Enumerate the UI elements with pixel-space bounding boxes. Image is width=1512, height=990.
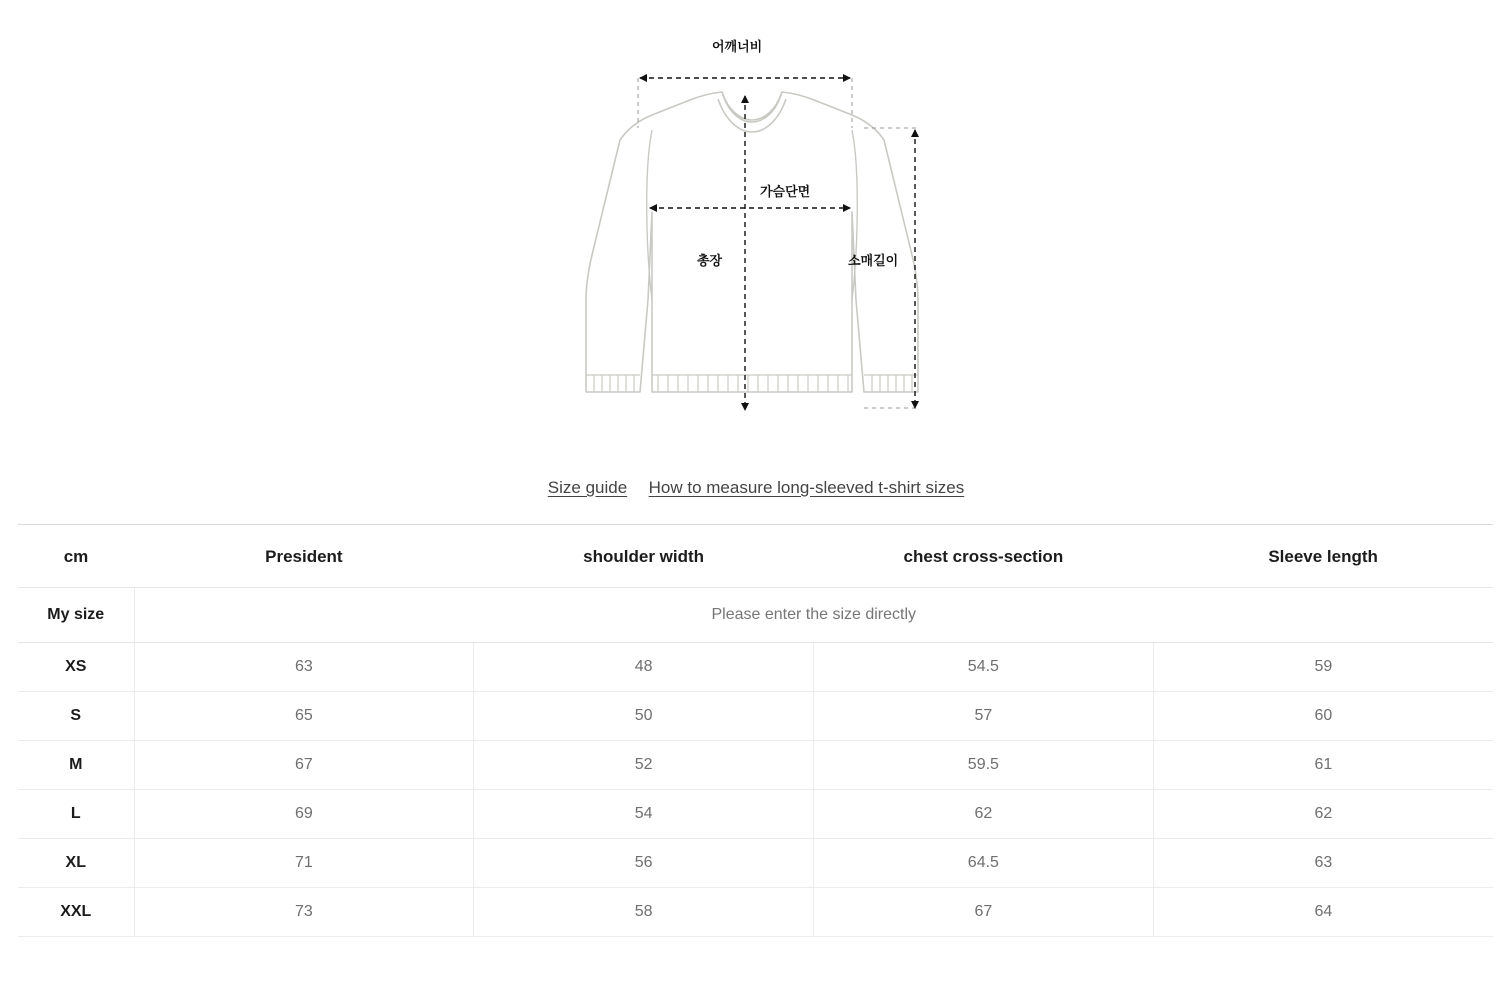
cell-chest-cross-section: 64.5 — [814, 839, 1154, 888]
row-size-label: M — [18, 741, 134, 790]
my-size-input-hint[interactable]: Please enter the size directly — [134, 588, 1493, 643]
cell-president: 69 — [134, 790, 474, 839]
row-size-label: XS — [18, 643, 134, 692]
header-sleeve-length: Sleeve length — [1153, 525, 1493, 588]
cell-sleeve-length: 62 — [1153, 790, 1493, 839]
header-president: President — [134, 525, 474, 588]
cell-president: 63 — [134, 643, 474, 692]
table-row — [18, 643, 1493, 692]
cell-president: 67 — [134, 741, 474, 790]
size-table-head — [18, 525, 1493, 588]
size-table — [18, 524, 1493, 937]
cell-president: 73 — [134, 888, 474, 937]
cell-sleeve-length: 60 — [1153, 692, 1493, 741]
table-row — [18, 692, 1493, 741]
garment-measurement-diagram — [0, 0, 1512, 450]
my-size-row — [18, 588, 1493, 643]
table-row — [18, 741, 1493, 790]
my-size-label: My size — [18, 588, 134, 643]
cell-shoulder-width: 54 — [474, 790, 814, 839]
cell-president: 65 — [134, 692, 474, 741]
size-guide-links — [0, 478, 1512, 498]
cell-sleeve-length: 63 — [1153, 839, 1493, 888]
cell-shoulder-width: 48 — [474, 643, 814, 692]
cell-chest-cross-section: 57 — [814, 692, 1154, 741]
table-row — [18, 790, 1493, 839]
cell-chest-cross-section: 59.5 — [814, 741, 1154, 790]
table-row — [18, 888, 1493, 937]
cell-sleeve-length: 61 — [1153, 741, 1493, 790]
row-size-label: XL — [18, 839, 134, 888]
row-size-label: S — [18, 692, 134, 741]
sweatshirt-illustration — [0, 0, 1512, 450]
chest-section-label: 가슴단면 — [760, 184, 811, 199]
cell-shoulder-width: 50 — [474, 692, 814, 741]
how-to-measure-link[interactable]: How to measure long-sleeved t-shirt sizes — [648, 478, 965, 497]
cell-shoulder-width: 58 — [474, 888, 814, 937]
table-header-row — [18, 525, 1493, 588]
header-unit: cm — [18, 525, 134, 588]
size-table-body — [18, 588, 1493, 937]
size-guide-link[interactable]: Size guide — [547, 478, 628, 497]
cell-chest-cross-section: 54.5 — [814, 643, 1154, 692]
cell-chest-cross-section: 67 — [814, 888, 1154, 937]
cell-shoulder-width: 56 — [474, 839, 814, 888]
cell-chest-cross-section: 62 — [814, 790, 1154, 839]
sleeve-length-label: 소매길이 — [848, 253, 899, 268]
header-chest-cross-section: chest cross-section — [814, 525, 1154, 588]
row-size-label: L — [18, 790, 134, 839]
cell-president: 71 — [134, 839, 474, 888]
cell-sleeve-length: 59 — [1153, 643, 1493, 692]
size-table-wrapper — [0, 524, 1512, 937]
shoulder-width-label: 어깨너비 — [712, 39, 763, 54]
header-shoulder-width: shoulder width — [474, 525, 814, 588]
row-size-label: XXL — [18, 888, 134, 937]
total-length-label: 총장 — [697, 253, 723, 268]
table-row — [18, 839, 1493, 888]
cell-sleeve-length: 64 — [1153, 888, 1493, 937]
cell-shoulder-width: 52 — [474, 741, 814, 790]
